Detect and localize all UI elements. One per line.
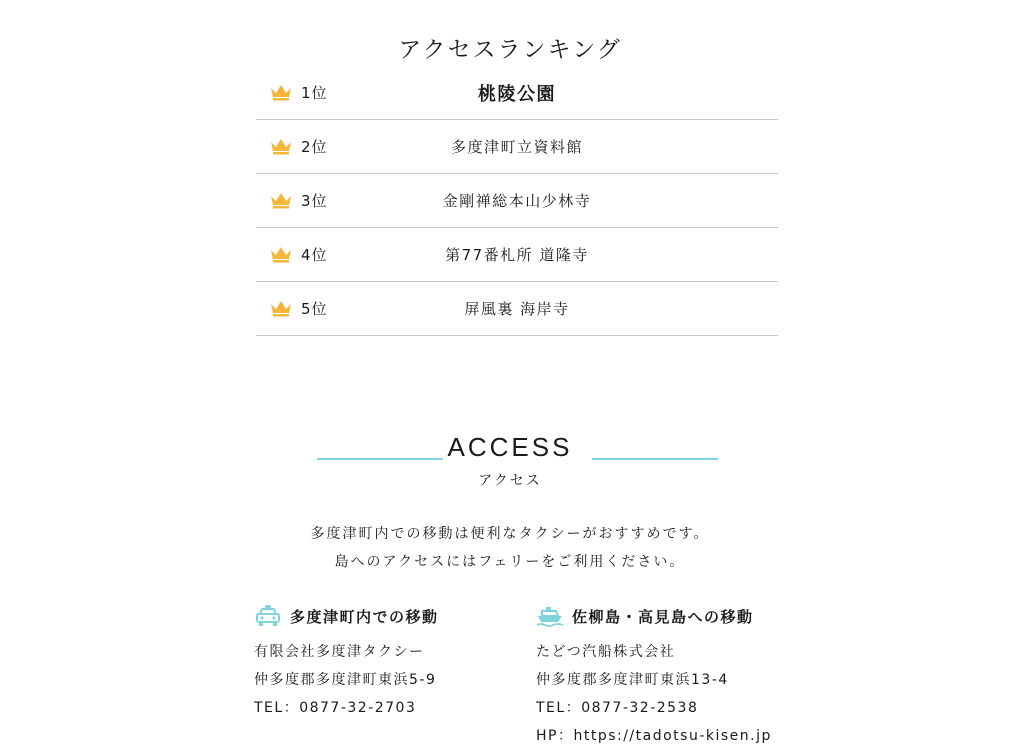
- access-subtitle: アクセス: [478, 473, 542, 489]
- ferry-company: たどつ汽船株式会社: [536, 644, 676, 660]
- place-name[interactable]: 第77番札所 道隆寺: [445, 246, 589, 264]
- taxi-title: 多度津町内での移動: [290, 608, 439, 626]
- rank-label: 2位: [301, 138, 328, 156]
- access-title: ACCESS: [447, 432, 573, 462]
- taxi-icon: [254, 604, 282, 628]
- ship-icon: [536, 604, 564, 628]
- place-name[interactable]: 屏風裏 海岸寺: [464, 300, 570, 318]
- ferry-heading: [536, 602, 772, 632]
- ranking-item[interactable]: [256, 228, 778, 282]
- access-intro: [0, 520, 1020, 576]
- intro-line: 島へのアクセスにはフェリーをご利用ください。: [334, 554, 686, 570]
- rank-label: 1位: [301, 84, 328, 102]
- ranking-title: アクセスランキング: [398, 37, 622, 64]
- rank-label: 4位: [301, 246, 328, 264]
- rank-label: 5位: [301, 300, 328, 318]
- ferry-title: 佐柳島・高見島への移動: [572, 608, 754, 626]
- rank-label: 3位: [301, 192, 328, 210]
- place-name[interactable]: 多度津町立資料館: [450, 138, 583, 156]
- ranking-list: [256, 66, 778, 336]
- ferry-tel[interactable]: TEL：0877-32-2538: [536, 700, 699, 716]
- intro-line: 多度津町内での移動は便利なタクシーがおすすめです。: [310, 526, 710, 542]
- ranking-item[interactable]: [256, 66, 778, 120]
- taxi-section: [254, 602, 439, 722]
- taxi-address: 仲多度郡多度津町東浜5-9: [254, 672, 437, 688]
- place-name[interactable]: 桃陵公園: [478, 84, 556, 105]
- taxi-heading: [254, 602, 439, 632]
- ranking-item[interactable]: [256, 120, 778, 174]
- ferry-section: [536, 602, 772, 750]
- ferry-homepage-link[interactable]: HP：https://tadotsu-kisen.jp: [536, 728, 772, 744]
- taxi-company: 有限会社多度津タクシー: [254, 644, 425, 660]
- ranking-item[interactable]: [256, 282, 778, 336]
- ferry-address: 仲多度郡多度津町東浜13-4: [536, 672, 729, 688]
- ranking-item[interactable]: [256, 174, 778, 228]
- access-header: [0, 428, 1020, 498]
- place-name[interactable]: 金剛禅総本山少林寺: [442, 192, 592, 210]
- taxi-tel[interactable]: TEL：0877-32-2703: [254, 700, 417, 716]
